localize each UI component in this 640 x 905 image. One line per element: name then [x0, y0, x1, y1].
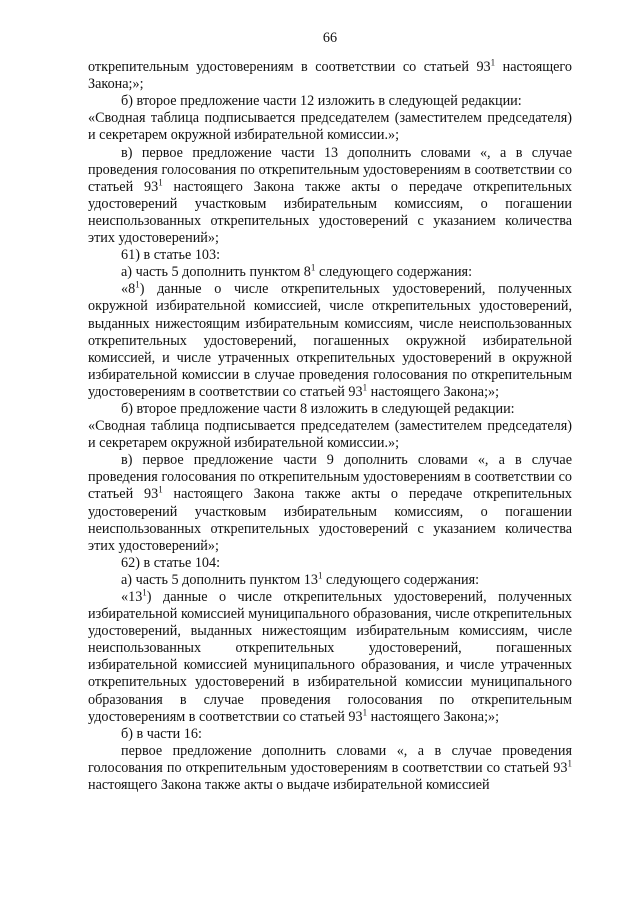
page-number: 66	[322, 30, 338, 46]
paragraph-text: а) часть 5 дополнить пунктом 13	[121, 571, 318, 588]
paragraph	[88, 452, 572, 555]
paragraph-text: в) первое предложение части 13 дополнить словами «, а в случае проведения голосования по открепительным удостоверениям в соответствии со статьей 93	[88, 144, 572, 195]
paragraph	[88, 726, 572, 743]
paragraph-text: настоящего Закона;»;	[88, 59, 572, 93]
superscript: 1	[567, 758, 572, 769]
paragraph-text: «8	[121, 281, 136, 298]
paragraph-text: а) часть 5 дополнить пунктом 8	[121, 264, 311, 281]
paragraph	[88, 589, 572, 726]
paragraph-text: б) второе предложение части 8 изложить в следующей редакции:	[121, 400, 515, 417]
paragraph	[88, 401, 572, 418]
paragraph	[88, 93, 572, 110]
paragraph-text: «13	[121, 589, 143, 605]
superscript: 1	[362, 706, 368, 717]
paragraph	[88, 59, 572, 93]
paragraph-text: ) данные о числе открепительных удостоверений, полученных окружной избирательной комиссией, числе открепительных удостоверений, выданных нижестоящим избирательным комиссиям, числе неиспользованных открепительных удостоверений, погашенных окружной избирательной комиссией, и числе утраченных открепительных удостоверений в окружной избирательной комиссии в случае проведения голосования по открепительным удостоверениям в соответствии со статьей 93	[88, 281, 572, 400]
paragraph-text: ) данные о числе открепительных удостоверений, полученных избирательной комиссией муниципального образования, числе открепительных удостоверений, выданных нижестоящим избирательным комиссиям, числе неиспользованных открепительных удостоверений, погашенных избирательной комиссией муниципального образования, и числе утраченных открепительных удостоверений в избирательной комиссии муниципального образования в случае проведения голосования по открепительным удостоверениям в соответствии со статьей 93	[88, 589, 572, 725]
superscript: 1	[362, 382, 368, 393]
paragraph-text: б) второе предложение части 12 изложить в следующей редакции:	[121, 93, 522, 110]
paragraph	[88, 247, 572, 264]
paragraph-text: следующего содержания:	[315, 264, 473, 281]
paragraph	[88, 743, 572, 794]
paragraph-text: «Сводная таблица подписывается председателем (заместителем председателя) и секретарем окружной избирательной комиссии.»;	[88, 418, 572, 452]
document-body	[88, 59, 572, 794]
paragraph-text: настоящего Закона также акты о выдаче избирательной комиссией	[88, 777, 490, 794]
paragraph-text: настоящего Закона также акты о передаче открепительных удостоверений участковым избирательным комиссиям, о погашении неиспользованных открепительных удостоверений с указанием количества этих удостоверений»;	[88, 486, 572, 554]
paragraph-text: первое предложение дополнить словами «, а в случае проведения голосования по открепительным удостоверениям в соответствии со статьей 93	[88, 742, 572, 776]
superscript: 1	[135, 279, 140, 290]
paragraph	[88, 264, 572, 281]
paragraph	[88, 418, 572, 452]
paragraph	[88, 110, 572, 144]
paragraph-text: в) первое предложение части 9 дополнить словами «, а в случае проведения голосования по открепительным удостоверениям в соответствии со статьей 93	[88, 452, 572, 503]
superscript: 1	[317, 570, 323, 581]
paragraph-text: «Сводная таблица подписывается председателем (заместителем председателя) и секретарем окружной избирательной комиссии.»;	[88, 110, 572, 144]
paragraph-text: 62) в статье 104:	[121, 554, 221, 571]
paragraph-text: б) в части 16:	[121, 725, 202, 742]
paragraph-text: открепительным удостоверениям в соответствии со статьей 93	[88, 59, 491, 76]
paragraph-text: настоящего Закона также акты о передаче открепительных удостоверений участковым избирательным комиссиям, о погашении неиспользованных открепительных удостоверений с указанием количества этих удостоверений»;	[88, 178, 572, 247]
superscript: 1	[158, 484, 163, 495]
superscript: 1	[490, 57, 496, 68]
paragraph	[88, 572, 572, 589]
paragraph-text: настоящего Закона;»;	[367, 708, 500, 725]
superscript: 1	[158, 177, 163, 188]
paragraph-text: следующего содержания:	[322, 571, 480, 588]
paragraph-text: настоящего Закона;»;	[367, 383, 500, 400]
document-page	[88, 30, 572, 794]
superscript: 1	[310, 262, 316, 273]
paragraph	[88, 145, 572, 248]
paragraph	[88, 555, 572, 572]
superscript: 1	[142, 587, 147, 598]
paragraph	[88, 281, 572, 401]
paragraph-text: 61) в статье 103:	[121, 247, 221, 264]
